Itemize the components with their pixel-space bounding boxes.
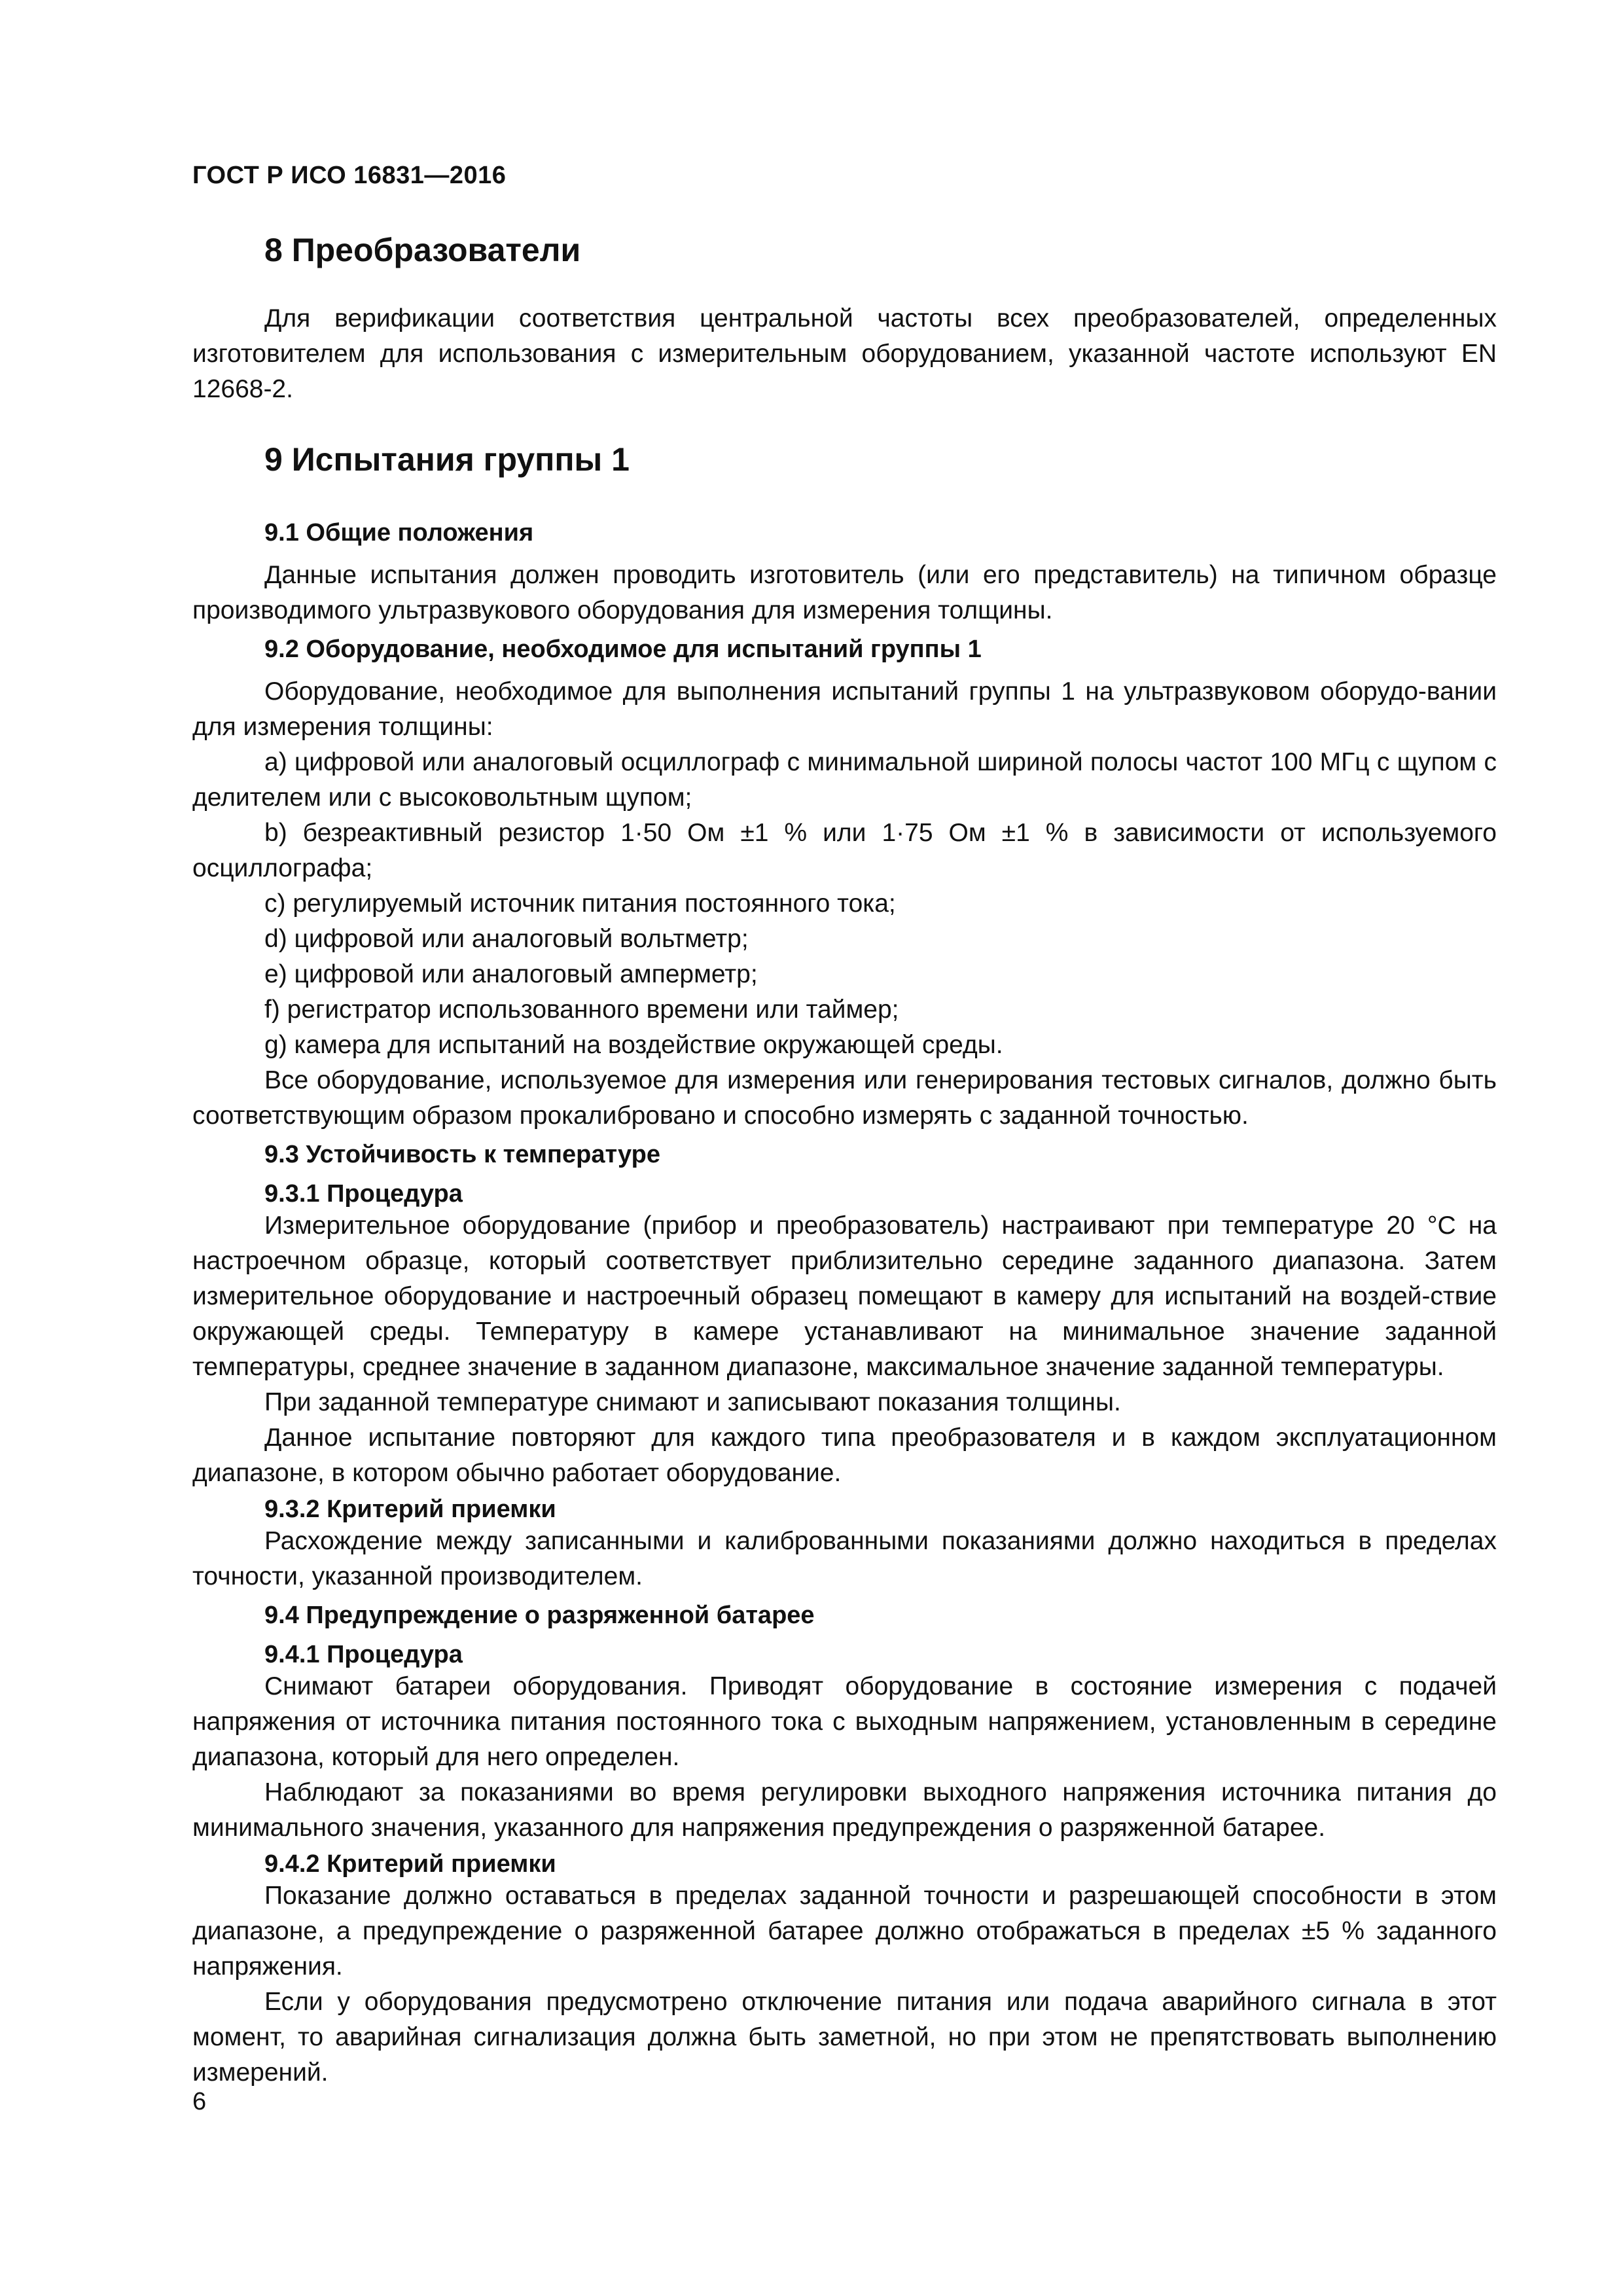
- section-9-2-closing: Все оборудование, используемое для измерения или генерирования тестовых сигналов, должно быть соответствующим образом прокалибровано и способно измерять с заданной точностью.: [192, 1066, 1497, 1130]
- list-item-e: e) цифровой или аналоговый амперметр;: [264, 960, 758, 988]
- list-item-g: g) камера для испытаний на воздействие окружающей среды.: [264, 1031, 1003, 1059]
- section-9-4-2-paragraph-1: Показание должно оставаться в пределах заданной точности и разрешающей способности в этом диапазоне, а предупреждение о разряженной батарее должно отображаться в пределах ±5 % заданного напряжения.: [192, 1882, 1497, 1981]
- section-9-1-paragraph: Данные испытания должен проводить изготовитель (или его представитель) на типичном образце производимого ультразвукового оборудования для измерения толщины.: [192, 561, 1497, 624]
- section-9-4-1-paragraph-1: Снимают батареи оборудования. Приводят оборудование в состояние измерения с подачей напряжения от источника питания постоянного тока с выходным напряжением, установленным в середине диапазона, который для него определен.: [192, 1672, 1497, 1771]
- section-9-3-title: 9.3 Устойчивость к температуре: [264, 1141, 660, 1168]
- section-9-title: 9 Испытания группы 1: [264, 441, 630, 478]
- section-9-3-2-paragraph: Расхождение между записанными и калиброванными показаниями должно находиться в пределах точности, указанной производителем.: [192, 1527, 1497, 1590]
- section-9-3-1-paragraph-2: При заданной температуре снимают и записывают показания толщины.: [264, 1388, 1121, 1416]
- list-item-f: f) регистратор использованного времени или таймер;: [264, 996, 899, 1024]
- section-9-4-2-title: 9.4.2 Критерий приемки: [264, 1850, 556, 1878]
- section-8-title: 8 Преобразователи: [264, 232, 581, 268]
- section-9-3-1-paragraph-3: Данное испытание повторяют для каждого типа преобразователя и в каждом эксплуатационном диапазоне, в котором обычно работает оборудование.: [192, 1424, 1497, 1487]
- list-item-a: a) цифровой или аналоговый осциллограф с минимальной шириной полосы частот 100 МГц с щупом с делителем или с высоковольтным щупом;: [192, 748, 1497, 812]
- section-9-3-1-title: 9.3.1 Процедура: [264, 1180, 463, 1208]
- list-item-d: d) цифровой или аналоговый вольтметр;: [264, 925, 749, 953]
- page-number: 6: [192, 2088, 207, 2115]
- section-9-4-2-paragraph-2: Если у оборудования предусмотрено отключение питания или подача аварийного сигнала в этот момент, то аварийная сигнализация должна быть заметной, но при этом не препятствовать выполнению измерений.: [192, 1988, 1497, 2087]
- section-9-4-1-title: 9.4.1 Процедура: [264, 1641, 463, 1668]
- section-9-2-intro: Оборудование, необходимое для выполнения испытаний группы 1 на ультразвуковом оборудо-вании для измерения толщины:: [192, 677, 1497, 741]
- section-9-4-1-paragraph-2: Наблюдают за показаниями во время регулировки выходного напряжения источника питания до минимального значения, указанного для напряжения предупреждения о разряженной батарее.: [192, 1778, 1497, 1842]
- section-9-4-title: 9.4 Предупреждение о разряженной батарее: [264, 1602, 815, 1629]
- section-9-1-title: 9.1 Общие положения: [264, 519, 534, 547]
- section-9-2-title: 9.2 Оборудование, необходимое для испытаний группы 1: [264, 636, 982, 663]
- list-item-b: b) безреактивный резистор 1·50 Ом ±1 % или 1·75 Ом ±1 % в зависимости от используемого осциллографа;: [192, 819, 1497, 882]
- section-9-3-1-paragraph-1: Измерительное оборудование (прибор и преобразователь) настраивают при температуре 20 °С на настроечном образце, который соответствует приблизительно середине заданного диапазона. Затем измерительное оборудование и настроечный образец помещают в камеру для испытаний на воздей-ствие окружающей среды. Температуру в камере устанавливают на минимальное значение заданной температуры, среднее значение в заданном диапазоне, максимальное значение заданной температуры.: [192, 1211, 1497, 1381]
- section-9-3-2-title: 9.3.2 Критерий приемки: [264, 1496, 556, 1523]
- document-header: ГОСТ Р ИСО 16831—2016: [192, 162, 507, 189]
- section-8-paragraph: Для верификации соответствия центральной частоты всех преобразователей, определенных изготовителем для использования с измерительным оборудованием, указанной частоте используют EN 12668-2.: [192, 304, 1497, 403]
- list-item-c: c) регулируемый источник питания постоянного тока;: [264, 889, 896, 918]
